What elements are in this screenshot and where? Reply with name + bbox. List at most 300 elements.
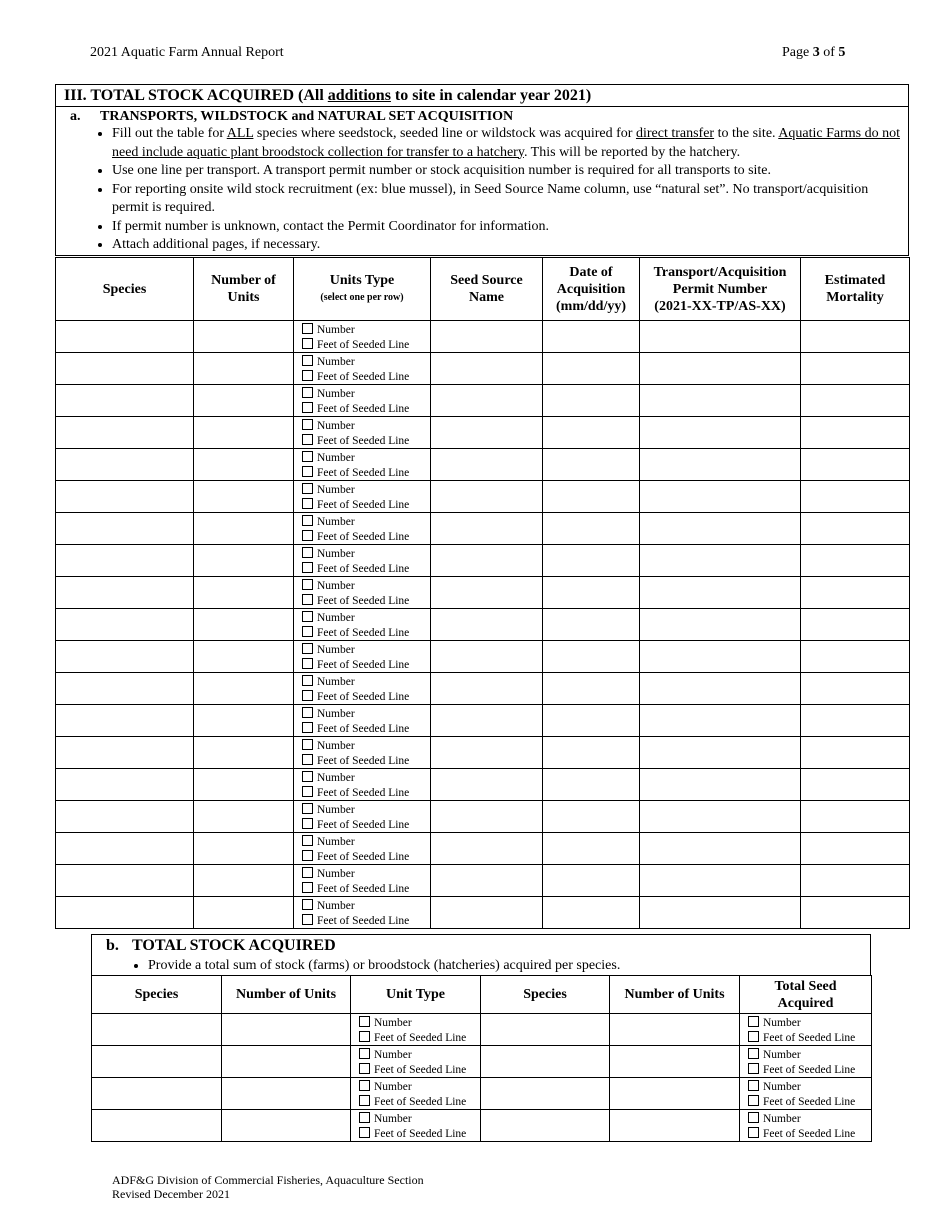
mortality-cell[interactable] [801, 577, 910, 609]
species-cell[interactable] [92, 1078, 222, 1110]
col-date-l3: (mm/dd/yy) [556, 298, 626, 314]
checkbox-feet-of-seeded-line[interactable] [302, 530, 313, 541]
option-label: Feet of Seeded Line [317, 402, 410, 415]
option-label: Number [763, 1049, 801, 1061]
unit-type-options [294, 897, 430, 928]
number-of-units-cell[interactable] [194, 449, 294, 481]
number-of-units-cell[interactable] [222, 1014, 351, 1046]
date-cell[interactable] [543, 641, 640, 673]
option-number [302, 419, 430, 434]
date-cell[interactable] [543, 705, 640, 737]
table-row [56, 801, 910, 833]
option-label: Feet of Seeded Line [374, 1063, 467, 1076]
checkbox-feet-of-seeded-line[interactable] [748, 1063, 759, 1074]
title-underlined: additions [327, 87, 391, 104]
permit-number-cell[interactable] [640, 545, 801, 577]
option-feet-of-seeded-line [748, 1063, 871, 1078]
seed-source-cell[interactable] [431, 321, 543, 353]
checkbox-number[interactable] [748, 1016, 759, 1027]
species-cell[interactable] [481, 1014, 610, 1046]
checkbox-number[interactable] [302, 451, 313, 462]
unit-type-cell [294, 833, 431, 865]
option-label: Number [374, 1113, 412, 1125]
checkbox-number[interactable] [302, 707, 313, 718]
species-cell[interactable] [56, 385, 194, 417]
unit-type-options [351, 1014, 480, 1045]
checkbox-number[interactable] [302, 835, 313, 846]
checkbox-feet-of-seeded-line[interactable] [302, 594, 313, 605]
col-permit-l2: Permit Number [672, 281, 768, 297]
number-of-units-cell[interactable] [194, 321, 294, 353]
number-of-units-cell[interactable] [194, 737, 294, 769]
species-cell[interactable] [481, 1046, 610, 1078]
mortality-cell[interactable] [801, 481, 910, 513]
checkbox-number[interactable] [302, 323, 313, 334]
seed-source-cell[interactable] [431, 577, 543, 609]
number-of-units-cell[interactable] [194, 417, 294, 449]
unit-type-cell [294, 769, 431, 801]
checkbox-number[interactable] [302, 355, 313, 366]
number-of-units-cell[interactable] [194, 609, 294, 641]
mortality-cell[interactable] [801, 737, 910, 769]
checkbox-number[interactable] [302, 483, 313, 494]
total-stock-header [92, 976, 872, 1014]
checkbox-feet-of-seeded-line[interactable] [302, 882, 313, 893]
date-cell[interactable] [543, 897, 640, 929]
option-label: Number [317, 356, 355, 368]
checkbox-feet-of-seeded-line[interactable] [302, 818, 313, 829]
date-cell[interactable] [543, 321, 640, 353]
checkbox-feet-of-seeded-line[interactable] [748, 1127, 759, 1138]
species-cell[interactable] [92, 1110, 222, 1142]
option-label: Feet of Seeded Line [317, 690, 410, 703]
option-number [359, 1080, 480, 1095]
number-of-units-cell[interactable] [194, 353, 294, 385]
permit-number-cell[interactable] [640, 897, 801, 929]
number-of-units-cell[interactable] [194, 513, 294, 545]
table-row [56, 673, 910, 705]
unit-type-cell [294, 641, 431, 673]
seed-source-cell[interactable] [431, 609, 543, 641]
option-label: Number [317, 324, 355, 336]
page-total: 5 [838, 45, 846, 60]
checkbox-number[interactable] [302, 547, 313, 558]
number-of-units-cell[interactable] [222, 1110, 351, 1142]
option-number [302, 899, 430, 914]
checkbox-number[interactable] [302, 867, 313, 878]
unit-type-options [740, 1078, 871, 1109]
col-seed-l1: Seed Source [450, 273, 523, 288]
checkbox-feet-of-seeded-line[interactable] [359, 1063, 370, 1074]
number-of-units-cell[interactable] [194, 545, 294, 577]
permit-number-cell[interactable] [640, 385, 801, 417]
table-row [56, 385, 910, 417]
permit-number-cell[interactable] [640, 321, 801, 353]
number-of-units-cell[interactable] [194, 385, 294, 417]
checkbox-feet-of-seeded-line[interactable] [302, 626, 313, 637]
permit-number-cell[interactable] [640, 833, 801, 865]
number-of-units-cell[interactable] [194, 577, 294, 609]
col-seed-source [431, 258, 543, 321]
instructions-list [56, 125, 908, 255]
col-permit-l1: Transport/Acquisition [653, 264, 787, 280]
checkbox-number[interactable] [302, 771, 313, 782]
checkbox-number[interactable] [302, 611, 313, 622]
checkbox-feet-of-seeded-line[interactable] [302, 402, 313, 413]
checkbox-feet-of-seeded-line[interactable] [359, 1127, 370, 1138]
checkbox-feet-of-seeded-line[interactable] [302, 754, 313, 765]
table-row [92, 1014, 872, 1046]
table-row [56, 705, 910, 737]
species-cell[interactable] [56, 833, 194, 865]
seed-source-cell[interactable] [431, 449, 543, 481]
checkbox-number[interactable] [302, 739, 313, 750]
checkbox-feet-of-seeded-line[interactable] [302, 850, 313, 861]
option-number [302, 707, 430, 722]
species-cell[interactable] [56, 673, 194, 705]
checkbox-feet-of-seeded-line[interactable] [359, 1095, 370, 1106]
option-feet-of-seeded-line [302, 914, 430, 929]
species-cell[interactable] [56, 417, 194, 449]
permit-number-cell[interactable] [640, 609, 801, 641]
option-feet-of-seeded-line [302, 434, 430, 449]
date-cell[interactable] [543, 769, 640, 801]
species-cell[interactable] [56, 577, 194, 609]
date-cell[interactable] [543, 353, 640, 385]
checkbox-number[interactable] [359, 1048, 370, 1059]
seed-source-cell[interactable] [431, 737, 543, 769]
unit-type-cell [294, 513, 431, 545]
seed-source-cell[interactable] [431, 641, 543, 673]
checkbox-feet-of-seeded-line[interactable] [302, 722, 313, 733]
unit-type-options [294, 865, 430, 896]
number-of-units-cell[interactable] [194, 481, 294, 513]
checkbox-number[interactable] [302, 419, 313, 430]
species-cell[interactable] [56, 513, 194, 545]
option-label: Feet of Seeded Line [317, 818, 410, 831]
species-cell[interactable] [56, 865, 194, 897]
footer-division: ADF&G Division of Commercial Fisheries, Aquaculture Section [112, 1173, 424, 1187]
option-feet-of-seeded-line [302, 690, 430, 705]
seed-source-cell[interactable] [431, 385, 543, 417]
unit-type-cell [294, 737, 431, 769]
option-number [302, 643, 430, 658]
instruction-1-direct-transfer: direct transfer [635, 126, 715, 141]
checkbox-number[interactable] [302, 803, 313, 814]
seed-source-cell[interactable] [431, 481, 543, 513]
instruction-1-aquatic-farms: Aquatic Farms do not need include aquatic plant broodstock collection for transfer to a hatchery [112, 126, 900, 160]
permit-number-cell[interactable] [640, 417, 801, 449]
mortality-cell[interactable] [801, 801, 910, 833]
option-label: Number [317, 772, 355, 784]
instruction-1-text: Fill out the table for [112, 126, 227, 141]
option-label: Number [317, 868, 355, 880]
checkbox-number[interactable] [302, 899, 313, 910]
seed-source-cell[interactable] [431, 545, 543, 577]
checkbox-number[interactable] [359, 1016, 370, 1027]
instruction-1-text4: . This will be reported by the hatchery. [523, 144, 741, 160]
option-number [302, 675, 430, 690]
species-cell[interactable] [56, 609, 194, 641]
unit-type-cell [351, 1014, 481, 1046]
unit-type-options [294, 833, 430, 864]
checkbox-number[interactable] [359, 1112, 370, 1123]
unit-type-options [294, 417, 430, 448]
option-feet-of-seeded-line [359, 1095, 480, 1110]
checkbox-feet-of-seeded-line[interactable] [302, 914, 313, 925]
mortality-cell[interactable] [801, 417, 910, 449]
option-number [748, 1112, 871, 1127]
unit-type-cell [294, 449, 431, 481]
unit-type-options [351, 1078, 480, 1109]
option-number [302, 547, 430, 562]
number-of-units-cell[interactable] [610, 1078, 740, 1110]
date-cell[interactable] [543, 737, 640, 769]
species-cell[interactable] [56, 705, 194, 737]
table-row [92, 1046, 872, 1078]
mortality-cell[interactable] [801, 321, 910, 353]
species-cell[interactable] [56, 353, 194, 385]
mortality-cell[interactable] [801, 833, 910, 865]
checkbox-number[interactable] [748, 1112, 759, 1123]
option-label: Feet of Seeded Line [317, 498, 410, 511]
option-label: Feet of Seeded Line [317, 466, 410, 479]
number-of-units-cell[interactable] [194, 897, 294, 929]
unit-type-options [294, 641, 430, 672]
species-cell[interactable] [56, 737, 194, 769]
number-of-units-cell[interactable] [194, 673, 294, 705]
mortality-cell[interactable] [801, 673, 910, 705]
species-cell[interactable] [56, 449, 194, 481]
option-feet-of-seeded-line [302, 498, 430, 513]
number-of-units-cell[interactable] [194, 641, 294, 673]
option-number [359, 1048, 480, 1063]
checkbox-feet-of-seeded-line[interactable] [302, 562, 313, 573]
option-label: Feet of Seeded Line [317, 338, 410, 351]
checkbox-feet-of-seeded-line[interactable] [302, 690, 313, 701]
b-col-species-2: Species [481, 976, 610, 1014]
option-number [748, 1080, 871, 1095]
checkbox-number[interactable] [748, 1080, 759, 1091]
seed-source-cell[interactable] [431, 897, 543, 929]
number-of-units-cell[interactable] [610, 1014, 740, 1046]
instruction-1-text3: to the site. [714, 126, 779, 141]
species-cell[interactable] [56, 801, 194, 833]
species-cell[interactable] [56, 641, 194, 673]
date-cell[interactable] [543, 385, 640, 417]
permit-number-cell[interactable] [640, 481, 801, 513]
b-col-total-seed [740, 976, 872, 1014]
permit-number-cell[interactable] [640, 513, 801, 545]
option-feet-of-seeded-line [302, 882, 430, 897]
col-units-type-label: Units Type [329, 273, 395, 288]
species-cell[interactable] [56, 321, 194, 353]
species-cell[interactable] [92, 1014, 222, 1046]
permit-number-cell[interactable] [640, 641, 801, 673]
permit-number-cell[interactable] [640, 577, 801, 609]
col-units-type-note: (select one per row) [320, 292, 404, 303]
seed-source-cell[interactable] [431, 865, 543, 897]
option-label: Feet of Seeded Line [763, 1127, 856, 1140]
col-species: Species [56, 258, 194, 321]
checkbox-feet-of-seeded-line[interactable] [302, 498, 313, 509]
option-label: Number [317, 548, 355, 560]
option-number [748, 1016, 871, 1031]
checkbox-number[interactable] [359, 1080, 370, 1091]
date-cell[interactable] [543, 577, 640, 609]
option-feet-of-seeded-line [748, 1095, 871, 1110]
option-number [302, 515, 430, 530]
option-feet-of-seeded-line [302, 466, 430, 481]
checkbox-number[interactable] [302, 675, 313, 686]
mortality-cell[interactable] [801, 769, 910, 801]
unit-type-options [294, 769, 430, 800]
mortality-cell[interactable] [801, 641, 910, 673]
option-feet-of-seeded-line [302, 370, 430, 385]
col-date-l1: Date of [569, 264, 613, 280]
option-number [302, 771, 430, 786]
date-cell[interactable] [543, 801, 640, 833]
number-of-units-cell[interactable] [194, 865, 294, 897]
species-cell[interactable] [481, 1110, 610, 1142]
option-label: Number [317, 708, 355, 720]
unit-type-cell [294, 417, 431, 449]
checkbox-number[interactable] [748, 1048, 759, 1059]
permit-number-cell[interactable] [640, 673, 801, 705]
number-of-units-cell[interactable] [222, 1046, 351, 1078]
species-cell[interactable] [56, 897, 194, 929]
footer-revised: Revised December 2021 [112, 1187, 230, 1201]
checkbox-feet-of-seeded-line[interactable] [748, 1095, 759, 1106]
seed-source-cell[interactable] [431, 801, 543, 833]
permit-number-cell[interactable] [640, 737, 801, 769]
option-label: Number [763, 1113, 801, 1125]
mortality-cell[interactable] [801, 705, 910, 737]
table-row [56, 865, 910, 897]
mortality-cell[interactable] [801, 449, 910, 481]
checkbox-number[interactable] [302, 515, 313, 526]
number-of-units-cell[interactable] [194, 801, 294, 833]
checkbox-feet-of-seeded-line[interactable] [302, 658, 313, 669]
unit-type-options [740, 1110, 871, 1141]
seed-source-cell[interactable] [431, 513, 543, 545]
number-of-units-cell[interactable] [610, 1110, 740, 1142]
checkbox-feet-of-seeded-line[interactable] [302, 466, 313, 477]
option-label: Number [317, 644, 355, 656]
species-cell[interactable] [56, 545, 194, 577]
seed-source-cell[interactable] [431, 673, 543, 705]
table-row [92, 1078, 872, 1110]
permit-number-cell[interactable] [640, 705, 801, 737]
unit-type-options [294, 449, 430, 480]
unit-type-cell [294, 897, 431, 929]
species-cell[interactable] [56, 769, 194, 801]
mortality-cell[interactable] [801, 897, 910, 929]
species-cell[interactable] [56, 481, 194, 513]
checkbox-feet-of-seeded-line[interactable] [302, 786, 313, 797]
permit-number-cell[interactable] [640, 769, 801, 801]
permit-number-cell[interactable] [640, 353, 801, 385]
unit-type-cell [740, 1046, 872, 1078]
unit-type-cell [294, 673, 431, 705]
option-feet-of-seeded-line [302, 754, 430, 769]
date-cell[interactable] [543, 673, 640, 705]
species-cell[interactable] [92, 1046, 222, 1078]
mortality-cell[interactable] [801, 513, 910, 545]
option-label: Feet of Seeded Line [317, 658, 410, 671]
option-feet-of-seeded-line [302, 722, 430, 737]
number-of-units-cell[interactable] [610, 1046, 740, 1078]
col-mort-l1: Estimated [824, 273, 886, 288]
checkbox-number[interactable] [302, 579, 313, 590]
seed-source-cell[interactable] [431, 833, 543, 865]
checkbox-feet-of-seeded-line[interactable] [302, 370, 313, 381]
mortality-cell[interactable] [801, 545, 910, 577]
seed-source-cell[interactable] [431, 705, 543, 737]
option-feet-of-seeded-line [302, 562, 430, 577]
transport-table [55, 257, 910, 929]
date-cell[interactable] [543, 481, 640, 513]
table-row [56, 545, 910, 577]
checkbox-number[interactable] [302, 387, 313, 398]
number-of-units-cell[interactable] [194, 705, 294, 737]
mortality-cell[interactable] [801, 385, 910, 417]
seed-source-cell[interactable] [431, 417, 543, 449]
checkbox-feet-of-seeded-line[interactable] [748, 1031, 759, 1042]
mortality-cell[interactable] [801, 865, 910, 897]
option-label: Number [317, 516, 355, 528]
option-feet-of-seeded-line [359, 1127, 480, 1142]
seed-source-cell[interactable] [431, 769, 543, 801]
permit-number-cell[interactable] [640, 801, 801, 833]
number-of-units-cell[interactable] [194, 833, 294, 865]
checkbox-feet-of-seeded-line[interactable] [302, 434, 313, 445]
table-row [92, 1110, 872, 1142]
date-cell[interactable] [543, 865, 640, 897]
date-cell[interactable] [543, 449, 640, 481]
date-cell[interactable] [543, 545, 640, 577]
option-label: Number [763, 1081, 801, 1093]
checkbox-feet-of-seeded-line[interactable] [359, 1031, 370, 1042]
date-cell[interactable] [543, 513, 640, 545]
table-row [56, 481, 910, 513]
col-number-l2: Units [227, 290, 260, 305]
number-of-units-cell[interactable] [194, 769, 294, 801]
option-feet-of-seeded-line [359, 1063, 480, 1078]
number-of-units-cell[interactable] [222, 1078, 351, 1110]
checkbox-feet-of-seeded-line[interactable] [302, 338, 313, 349]
species-cell[interactable] [481, 1078, 610, 1110]
unit-type-options [294, 321, 430, 352]
unit-type-cell [294, 481, 431, 513]
unit-type-options [294, 513, 430, 544]
mortality-cell[interactable] [801, 609, 910, 641]
date-cell[interactable] [543, 417, 640, 449]
date-cell[interactable] [543, 833, 640, 865]
seed-source-cell[interactable] [431, 353, 543, 385]
option-label: Feet of Seeded Line [317, 434, 410, 447]
section-a-heading [56, 107, 908, 125]
option-label: Feet of Seeded Line [317, 754, 410, 767]
checkbox-number[interactable] [302, 643, 313, 654]
option-label: Feet of Seeded Line [317, 914, 410, 927]
mortality-cell[interactable] [801, 353, 910, 385]
permit-number-cell[interactable] [640, 449, 801, 481]
permit-number-cell[interactable] [640, 865, 801, 897]
date-cell[interactable] [543, 609, 640, 641]
page-of: of [819, 45, 839, 60]
section-iii-title [56, 85, 908, 107]
